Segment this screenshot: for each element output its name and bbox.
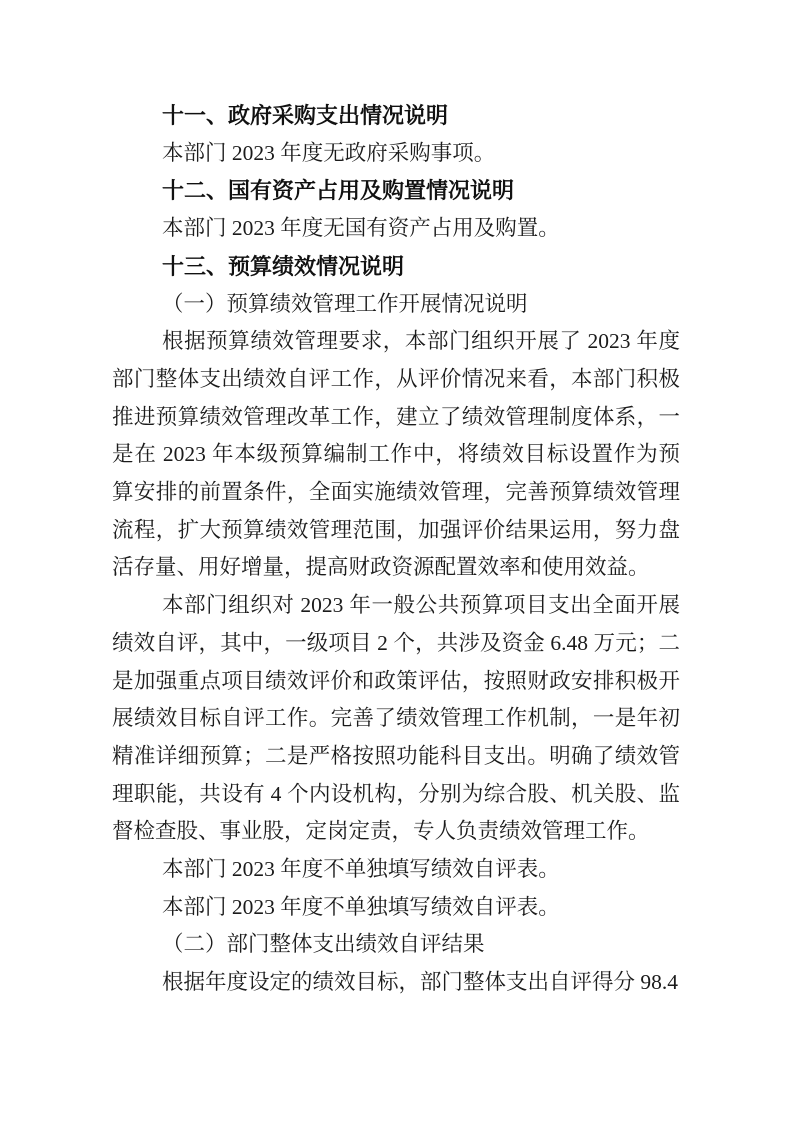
document-body: [112, 97, 680, 1002]
subsection-heading-self-evaluation-result: （二）部门整体支出绩效自评结果: [162, 932, 485, 957]
section-heading-state-assets: 十二、国有资产占用及购置情况说明: [162, 178, 515, 204]
paragraph-no-separate-self-evaluation-form-2: 本部门 2023 年度不单独填写绩效自评表。: [162, 894, 560, 919]
paragraph-self-evaluation-details: 本部门组织对 2023 年一般公共预算项目支出全面开展绩效自评，其中，一级项目 2 个，共涉及资金 6.48 万元；二是加强重点项目绩效评价和政策评估，按照财政安排积极开展绩效目标自评工作。完善了绩效管理工作机制，一是年初精准详细预算；二是严格按照功能科目支出。明确了绩效管理职能，共设有 4 个内设机构，分别为综合股、机关股、监督检查股、事业股，定岗定责，专人负责绩效管理工作。: [112, 593, 680, 844]
paragraph-no-state-assets: 本部门 2023 年度无国有资产占用及购置。: [162, 216, 560, 241]
paragraph-performance-management-overview: 根据预算绩效管理要求，本部门组织开展了 2023 年度部门整体支出绩效自评工作，从评价情况来看，本部门积极推进预算绩效管理改革工作，建立了绩效管理制度体系，一是在 2023 年本级预算编制工作中，将绩效目标设置作为预算安排的前置条件，全面实施绩效管理，完善预算绩效管理流程，扩大预算绩效管理范围，加强评价结果运用，努力盘活存量、用好增量，提高财政资源配置效率和使用效益。: [112, 329, 680, 580]
paragraph-no-procurement: 本部门 2023 年度无政府采购事项。: [162, 140, 496, 165]
section-heading-government-procurement: 十一、政府采购支出情况说明: [162, 103, 449, 128]
section-heading-budget-performance: 十三、预算绩效情况说明: [162, 253, 405, 279]
paragraph-no-separate-self-evaluation-form-1: 本部门 2023 年度不单独填写绩效自评表。: [162, 857, 560, 882]
subsection-heading-performance-management: （一）预算绩效管理工作开展情况说明: [162, 291, 528, 316]
paragraph-self-evaluation-score: 根据年度设定的绩效目标，部门整体支出自评得分 98.4: [162, 970, 679, 995]
